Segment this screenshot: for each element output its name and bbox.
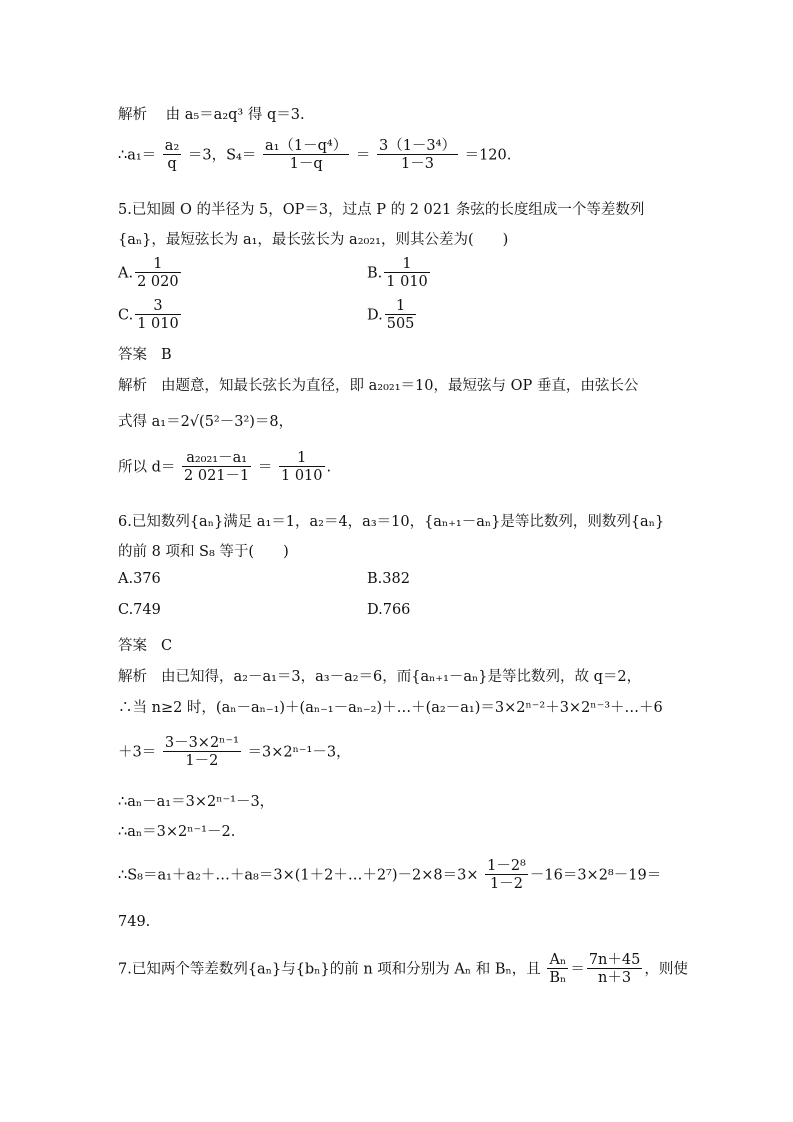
q6-solution-line2: ∴当 n≥2 时，(aₙ－aₙ₋₁)＋(aₙ₋₁－aₙ₋₂)＋…＋(a₂－a₁)＝3×2ⁿ⁻²＋3×2ⁿ⁻³＋…＋6 bbox=[118, 700, 663, 716]
fraction-numerator: 3－3×2ⁿ⁻¹ bbox=[164, 735, 239, 751]
q5-option-d bbox=[367, 298, 418, 333]
fraction-numerator: 1 bbox=[279, 450, 325, 467]
ratio-value-fraction bbox=[587, 952, 643, 987]
q4-result: ＝120. bbox=[464, 147, 512, 164]
q5-answer bbox=[118, 343, 172, 364]
fraction-numerator: a₂₀₂₁－a₁ bbox=[182, 450, 251, 467]
line-prefix: ∴S₈＝a₁＋a₂＋…＋a₈＝3×(1＋2＋…＋2⁷)－2×8＝3× bbox=[118, 867, 479, 884]
q6-option-a: A.376 bbox=[118, 571, 161, 587]
q5-solution-line2: 式得 a₁＝2√(5²－3²)＝8， bbox=[118, 414, 294, 430]
option-letter: B. bbox=[367, 265, 383, 282]
answer-label: 答案 bbox=[118, 347, 147, 363]
option-letter: D. bbox=[367, 307, 383, 324]
fraction-numerator: a₁（1－q⁴） bbox=[264, 138, 348, 154]
fraction-numerator: 1 bbox=[384, 256, 430, 273]
q6-stem-line1: 6.已知数列{aₙ}满足 a₁＝1，a₂＝4，a₃＝10，{aₙ₊₁－aₙ}是等比数列，则数列{aₙ} bbox=[118, 514, 665, 530]
fraction-denominator: 1－2 bbox=[490, 876, 523, 892]
geometric-sum-fraction bbox=[485, 858, 528, 893]
q4-s4-value-fraction bbox=[377, 138, 458, 173]
fraction-denominator: 1 010 bbox=[137, 316, 179, 332]
fraction-numerator: 1－2⁸ bbox=[487, 858, 526, 874]
q4-solution-line2 bbox=[118, 138, 511, 173]
period: . bbox=[326, 459, 332, 476]
fraction-denominator: q bbox=[167, 156, 177, 172]
q6-option-b: B.382 bbox=[367, 571, 410, 587]
fraction-numerator: 1 bbox=[385, 298, 417, 315]
q6-stem-line2: 的前 8 项和 S₈ 等于( ) bbox=[118, 544, 289, 560]
line-end: ＝3×2ⁿ⁻¹－3， bbox=[247, 744, 351, 761]
solution-text: 由已知得，a₂－a₁＝3，a₃－a₂＝6，而{aₙ₊₁－aₙ}是等比数列，故 q＝2， bbox=[161, 669, 642, 685]
fraction-denominator: 1 010 bbox=[280, 468, 323, 484]
solution-label: 解析 bbox=[118, 669, 147, 685]
option-fraction bbox=[135, 298, 181, 333]
q6-solution-line3 bbox=[118, 735, 351, 770]
q7-stem-line1 bbox=[118, 952, 688, 987]
fraction-numerator: 1 bbox=[135, 256, 181, 273]
q4-solution-text: 由 a₅＝a₂q³ 得 q＝3. bbox=[165, 107, 305, 123]
fraction-denominator: 505 bbox=[386, 316, 415, 332]
answer-label: 答案 bbox=[118, 638, 147, 654]
q6-answer bbox=[118, 634, 172, 655]
fraction-numerator: 7n＋45 bbox=[588, 952, 641, 968]
answer-value: B bbox=[161, 347, 172, 363]
option-letter: C. bbox=[118, 307, 134, 324]
d-prefix: 所以 d＝ bbox=[118, 459, 176, 476]
q5-option-b bbox=[367, 256, 432, 291]
q5-stem-line2: {aₙ}，最短弦长为 a₁，最长弦长为 a₂₀₂₁，则其公差为( ) bbox=[118, 232, 509, 248]
equals-sign: ＝ bbox=[257, 459, 273, 476]
q6-solution-line5: ∴aₙ＝3×2ⁿ⁻¹－2. bbox=[118, 824, 236, 840]
answer-value: C bbox=[161, 638, 173, 654]
q6-solution-line4: ∴aₙ－a₁＝3×2ⁿ⁻¹－3， bbox=[118, 794, 275, 810]
q6-option-d: D.766 bbox=[367, 602, 411, 618]
q5-option-a bbox=[118, 256, 183, 291]
line-end: －16＝3×2⁸－19＝ bbox=[529, 867, 662, 884]
fraction-numerator: a₂ bbox=[164, 138, 180, 154]
fraction-denominator: 2 020 bbox=[137, 274, 179, 290]
ratio-fraction bbox=[547, 952, 568, 987]
q4-a1-fraction bbox=[163, 138, 181, 173]
solution-text: 由题意，知最长弦长为直径，即 a₂₀₂₁＝10，最短弦与 OP 垂直，由弦长公 bbox=[161, 378, 639, 394]
fraction-denominator: 1－3 bbox=[400, 156, 434, 172]
sum-fraction bbox=[163, 735, 241, 770]
equals-sign: ＝ bbox=[355, 147, 371, 164]
q6-solution-line1 bbox=[118, 665, 641, 686]
fraction-numerator: 3（1－3⁴） bbox=[378, 138, 456, 154]
fraction-denominator: 1 010 bbox=[386, 274, 428, 290]
fraction-numerator: 3 bbox=[135, 298, 181, 315]
option-letter: A. bbox=[118, 265, 134, 282]
q6-solution-line6 bbox=[118, 858, 661, 893]
q4-s4-prefix: ＝3，S₄＝ bbox=[187, 147, 257, 164]
q6-option-c: C.749 bbox=[118, 602, 161, 618]
fraction-numerator: Aₙ bbox=[547, 952, 568, 969]
fraction-denominator: Bₙ bbox=[549, 970, 567, 986]
fraction-denominator: 1－2 bbox=[185, 753, 219, 769]
stem-end: ，则使 bbox=[644, 961, 688, 978]
q5-stem-line1: 5.已知圆 O 的半径为 5，OP＝3，过点 P 的 2 021 条弦的长度组成一个等差数列 bbox=[118, 202, 645, 218]
q5-solution-line3 bbox=[118, 450, 331, 485]
q5-solution-line1 bbox=[118, 374, 638, 395]
option-fraction bbox=[385, 298, 417, 333]
option-fraction bbox=[135, 256, 181, 291]
stem-prefix: 7.已知两个等差数列{aₙ}与{bₙ}的前 n 项和分别为 Aₙ 和 Bₙ，且 bbox=[118, 961, 541, 978]
q5-option-c bbox=[118, 298, 183, 333]
solution-label: 解析 bbox=[118, 107, 147, 123]
fraction-denominator: 1－q bbox=[289, 156, 323, 172]
fraction-denominator: n＋3 bbox=[598, 970, 632, 986]
d-value-fraction bbox=[279, 450, 325, 485]
solution-label: 解析 bbox=[118, 378, 147, 394]
d-fraction bbox=[182, 450, 251, 485]
option-fraction bbox=[384, 256, 430, 291]
q6-solution-line7: 749. bbox=[118, 914, 151, 930]
q4-s4-fraction bbox=[263, 138, 349, 173]
equals-sign: ＝ bbox=[570, 961, 585, 978]
q4-a1-prefix: ∴a₁＝ bbox=[118, 147, 157, 164]
line-prefix: ＋3＝ bbox=[118, 744, 157, 761]
q4-solution-line1 bbox=[118, 103, 305, 124]
fraction-denominator: 2 021－1 bbox=[184, 468, 250, 484]
